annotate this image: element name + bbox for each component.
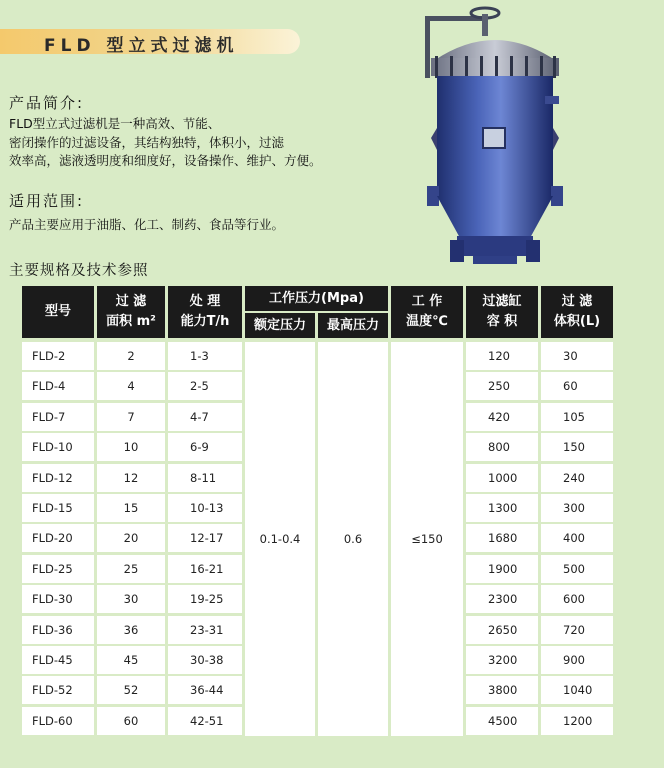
table-cell-area: 52 — [97, 676, 165, 704]
table-cell-vol: 2300 — [466, 585, 538, 613]
table-cell-area: 15 — [97, 494, 165, 522]
table-cell-model: FLD-20 — [22, 524, 94, 552]
header-temperature-line1: 工 作 — [411, 294, 443, 309]
title-banner — [0, 29, 300, 54]
table-cell-cap: 12-17 — [168, 524, 242, 552]
table-cell-model: FLD-10 — [22, 433, 94, 461]
table-cell-cap: 42-51 — [168, 707, 242, 735]
table-cell-model: FLD-60 — [22, 707, 94, 735]
table-cell-area: 30 — [97, 585, 165, 613]
table-cell-area: 2 — [97, 342, 165, 370]
table-cell-fvol: 105 — [541, 403, 613, 431]
header-temperature — [391, 286, 463, 338]
table-cell-area: 25 — [97, 555, 165, 583]
spec-table-title: 主要规格及技术参照 — [9, 263, 149, 279]
table-cell-model: FLD-7 — [22, 403, 94, 431]
table-cell-fvol: 1200 — [541, 707, 613, 735]
table-cell-cap: 10-13 — [168, 494, 242, 522]
intro-line: FLD型立式过滤机是一种高效、节能、 — [9, 116, 221, 131]
table-cell-vol: 3200 — [466, 646, 538, 674]
table-cell-model: FLD-25 — [22, 555, 94, 583]
table-cell-vol: 800 — [466, 433, 538, 461]
table-cell-cap: 16-21 — [168, 555, 242, 583]
header-max-pressure — [318, 313, 388, 338]
header-rated-pressure — [245, 313, 315, 338]
table-cell-fvol: 150 — [541, 433, 613, 461]
table-cell-fvol: 500 — [541, 555, 613, 583]
table-cell-vol: 1900 — [466, 555, 538, 583]
table-cell-cap: 36-44 — [168, 676, 242, 704]
table-cell-model: FLD-12 — [22, 464, 94, 492]
table-cell-model: FLD-2 — [22, 342, 94, 370]
header-max-label: 最高压力 — [326, 317, 379, 333]
table-cell-cap: 4-7 — [168, 403, 242, 431]
scope-line: 产品主要应用于油脂、化工、制药、食品等行业。 — [9, 217, 285, 232]
scope-text — [9, 216, 284, 235]
table-cell-vol: 4500 — [466, 707, 538, 735]
table-cell-fvol: 900 — [541, 646, 613, 674]
table-cell-model: FLD-36 — [22, 616, 94, 644]
header-model-label: 型号 — [44, 304, 71, 319]
table-cell-vol: 420 — [466, 403, 538, 431]
header-capacity-line1: 处 理 — [189, 294, 221, 309]
table-cell-area: 60 — [97, 707, 165, 735]
table-cell-vol: 120 — [466, 342, 538, 370]
scope-heading: 适用范围: — [9, 192, 85, 210]
table-cell-vol: 1000 — [466, 464, 538, 492]
table-cell-fvol: 60 — [541, 372, 613, 400]
header-filter-volume — [541, 286, 613, 338]
header-tank-volume-line2: 容 积 — [486, 314, 518, 329]
table-cell-cap: 8-11 — [168, 464, 242, 492]
table-cell-cap: 6-9 — [168, 433, 242, 461]
table-cell-area: 4 — [97, 372, 165, 400]
table-cell-cap: 1-3 — [168, 342, 242, 370]
header-rated-label: 额定压力 — [253, 317, 306, 333]
table-cell-cap: 2-5 — [168, 372, 242, 400]
table-cell-model: FLD-30 — [22, 585, 94, 613]
table-cell-fvol: 720 — [541, 616, 613, 644]
header-pressure — [245, 286, 388, 311]
table-cell-area: 10 — [97, 433, 165, 461]
table-cell-vol: 1300 — [466, 494, 538, 522]
header-area — [97, 286, 165, 338]
header-filter-volume-line2: 体积(L) — [553, 314, 601, 329]
table-cell-cap: 19-25 — [168, 585, 242, 613]
header-model — [22, 286, 94, 338]
filter-machine-image — [395, 0, 595, 275]
table-cell-model: FLD-52 — [22, 676, 94, 704]
table-cell-fvol: 300 — [541, 494, 613, 522]
table-cell-fvol: 30 — [541, 342, 613, 370]
header-area-line1: 过 滤 — [115, 294, 147, 309]
table-cell-fvol: 600 — [541, 585, 613, 613]
header-filter-volume-line1: 过 滤 — [561, 294, 593, 309]
header-tank-volume-line1: 过滤缸 — [482, 294, 522, 309]
table-cell-cap: 30-38 — [168, 646, 242, 674]
table-cell-vol: 3800 — [466, 676, 538, 704]
intro-text — [9, 115, 322, 171]
header-area-line2: 面积 m² — [106, 314, 156, 329]
header-pressure-label: 工作压力(Mpa) — [269, 290, 364, 306]
table-cell-model: FLD-45 — [22, 646, 94, 674]
table-cell-cap: 23-31 — [168, 616, 242, 644]
header-temperature-line2: 温度℃ — [406, 314, 448, 329]
max-pressure-cell: 0.6 — [318, 342, 388, 736]
header-capacity-line2: 能力T/h — [180, 314, 230, 329]
rated-pressure-cell: 0.1-0.4 — [245, 342, 315, 736]
table-cell-area: 45 — [97, 646, 165, 674]
intro-line: 密闭操作的过滤设备，其结构独特，体积小，过滤 — [9, 134, 285, 150]
table-cell-area: 12 — [97, 464, 165, 492]
table-cell-vol: 1680 — [466, 524, 538, 552]
header-capacity — [168, 286, 242, 338]
table-cell-model: FLD-4 — [22, 372, 94, 400]
table-cell-fvol: 400 — [541, 524, 613, 552]
table-cell-fvol: 1040 — [541, 676, 613, 704]
table-cell-area: 7 — [97, 403, 165, 431]
table-cell-area: 36 — [97, 616, 165, 644]
table-cell-vol: 2650 — [466, 616, 538, 644]
table-cell-fvol: 240 — [541, 464, 613, 492]
table-cell-area: 20 — [97, 524, 165, 552]
intro-heading: 产品简介: — [9, 94, 85, 112]
header-tank-volume — [466, 286, 538, 338]
intro-line: 效率高，滤液透明度和细度好，设备操作、维护、方便。 — [9, 153, 322, 168]
table-cell-vol: 250 — [466, 372, 538, 400]
table-cell-model: FLD-15 — [22, 494, 94, 522]
temperature-cell: ≤150 — [391, 342, 463, 736]
page-title: FLD 型立式过滤机 — [44, 36, 239, 56]
